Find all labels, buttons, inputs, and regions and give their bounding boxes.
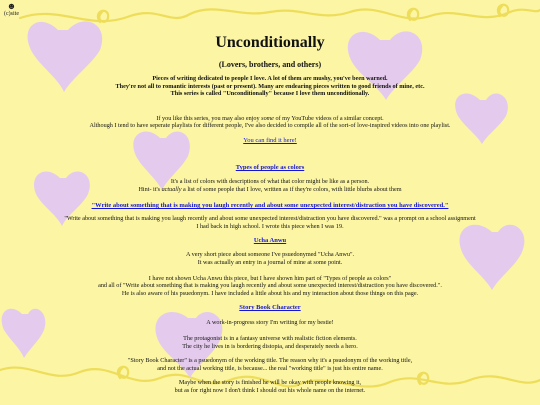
ucha-line-5: He is also aware of his psuedonym. I have included a little about his and my interaction about those things on this page. xyxy=(121,289,419,297)
types-line-2-emphasis: actually xyxy=(161,185,182,193)
ucha-line-4: and all of "Write about something that is making you laugh recently and about some unexpected interest/distraction you have discovered.". xyxy=(98,282,442,290)
ucha-line-2: It was actually an entry in a journal of mine at some point. xyxy=(197,258,343,266)
youtube-line-1b: of my YouTube videos of a similar concept. xyxy=(275,114,384,122)
site-logo-label: (c)site xyxy=(4,11,19,17)
ucha-line-1: A very short piece about someone I've psuedonymed "Ucha Anwu". xyxy=(185,251,355,259)
story-line-2: The protagonist is in a fantasy universe with realistic fiction elements. xyxy=(183,334,357,342)
story-line-7: but as for right now I don't think I should out his whole name on the internet. xyxy=(174,386,366,394)
youtube-line-1a: If you like this series, you may also enjoy xyxy=(156,114,260,122)
story-line-3: The city he lives in is bordering distopia, and desperately needs a hero. xyxy=(182,342,358,350)
site-logo[interactable] xyxy=(4,2,19,17)
types-of-people-as-colors-link[interactable]: Types of people as colors xyxy=(235,163,305,171)
story-book-privacy-note xyxy=(0,379,540,394)
types-line-2a: Hint- it's xyxy=(138,185,161,193)
intro-line-1: Pieces of writing dedicated to people I love. A lot of them are mushy, you've been warned. xyxy=(152,75,388,82)
page-title: Unconditionally xyxy=(215,34,325,51)
intro-line-3: This series is called "Unconditionally" because I love them unconditionally. xyxy=(170,90,370,98)
ucha-anwu-description xyxy=(0,251,540,266)
story-book-title-note xyxy=(0,357,540,372)
story-book-setting xyxy=(0,335,540,350)
ucha-anwu-note xyxy=(0,275,540,298)
types-of-people-description xyxy=(0,178,540,193)
ucha-anwu-link[interactable]: Ucha Anwu xyxy=(253,237,287,245)
types-line-1: It's a list of colors with descriptions of what that color might be like as a person. xyxy=(170,177,370,185)
youtube-line-1-emphasis: some xyxy=(261,114,274,122)
story-book-intro xyxy=(0,319,540,327)
youtube-description xyxy=(0,115,540,130)
youtube-playlist-link[interactable]: You can find it here! xyxy=(243,136,297,144)
write-about-description xyxy=(0,215,540,230)
youtube-line-2: Although I tend to have seperate playlists for different people, I've also decided to compile all of the sort-of love-inspired videos into one playlist. xyxy=(89,122,451,130)
ucha-line-3: I have not shown Ucha Anwu this piece, but I have shown him part of "Types of people as colors" xyxy=(148,274,392,282)
write-about-something-link[interactable]: "Write about something that is making you laugh recently and about some unexpected interest/distraction you have discovered." xyxy=(91,202,449,210)
smiley-icon: ☻ xyxy=(6,1,17,11)
story-line-4: "Story Book Character" is a psuedonym of the working title. The reason why it's a psuedonym of the working title, xyxy=(127,357,413,365)
intro-line-2: They're not all to romantic interests (past or present). Many are endearing pieces written to good friends of mine, etc. xyxy=(115,82,425,90)
story-book-character-link[interactable]: Story Book Character xyxy=(239,304,301,312)
write-about-line-2: I had back in high school. I wrote this piece when I was 19. xyxy=(196,222,344,230)
page-subtitle: (Lovers, brothers, and others) xyxy=(218,60,322,69)
story-line-6: Maybe when the story is finished he will be okay with people knowing it, xyxy=(178,379,362,387)
intro-block xyxy=(0,75,540,98)
write-about-line-1: "Write about something that is making you laugh recently and about some unexpected interest/distraction you have discovered." was a prompt on a school assignment xyxy=(64,215,476,223)
story-line-5: and not the actual working title, is because... the real "working title" is just his entire name. xyxy=(157,364,383,372)
story-line-1: A work-in-progress story I'm writing for my bestie! xyxy=(206,319,334,327)
types-line-2b: a list of some people that I love, written as if they're colors, with little blurbs about them xyxy=(183,185,402,193)
